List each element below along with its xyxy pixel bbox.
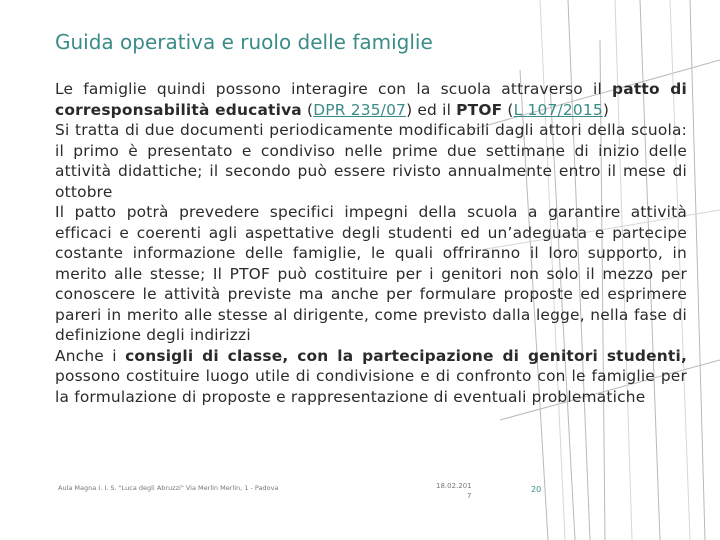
paragraph-1-text-a: Le famiglie quindi possono interagire con la scuola attraverso il <box>55 80 613 98</box>
slide-title: Guida operativa e ruolo delle famiglie <box>55 30 433 54</box>
page-number: 20 <box>531 485 542 494</box>
law-link[interactable]: L 107/2015 <box>513 100 603 119</box>
paragraph-4-text-b: possono costituire luogo utile di condivisione e di confronto con le famiglie per la formulazione di proposte e rappresentazione di eventuali problematiche <box>55 367 687 406</box>
paragraph-2: Si tratta di due documenti periodicamente modificabili dagli attori della scuola: il primo è presentato e condiviso nelle prime due settimane di inizio delle attività didattiche; il secondo può essere rivisto annualmente entro il mese di ottobre <box>55 121 687 201</box>
dpr-link[interactable]: DPR 235/07 <box>313 100 407 119</box>
paragraph-1-text-c: ) ed il <box>406 100 457 119</box>
footer-location: Aula Magna I. I. S. "Luca degli Abruzzi" Via Merlin Merlin, 1 - Padova <box>58 484 279 492</box>
paragraph-1-text-b: ( <box>301 100 314 119</box>
paragraph-1-text-e: ) <box>602 100 610 119</box>
paragraph-4 <box>55 346 687 408</box>
patto-term: patto di corresponsabilità educativa <box>55 80 687 119</box>
paragraph-1 <box>55 79 687 120</box>
footer-date-suffix: 7 <box>467 492 472 500</box>
footer-date: 18.02.201 <box>436 482 472 490</box>
consigli-term: consigli di classe, con la partecipazione di genitori studenti, <box>125 346 687 365</box>
ptof-term: PTOF <box>456 100 503 119</box>
slide-body <box>55 79 687 407</box>
paragraph-3: Il patto potrà prevedere specifici impegni della scuola a garantire attività efficaci e coerenti agli aspettative degli studenti ed un’adeguata e partecipe costante informazione delle famiglie, le quali offriranno il loro supporto, in merito alle stesse; Il PTOF può costituire per i genitori non solo il mezzo per conoscere le attività previste ma anche per formulare proposte ed esprimere pareri in merito alle stesse al dirigente, come previsto dalla legge, nella fase di definizione degli indirizzi <box>55 203 687 344</box>
paragraph-4-text-a: Anche i <box>55 346 126 365</box>
paragraph-1-text-d: ( <box>502 100 514 119</box>
